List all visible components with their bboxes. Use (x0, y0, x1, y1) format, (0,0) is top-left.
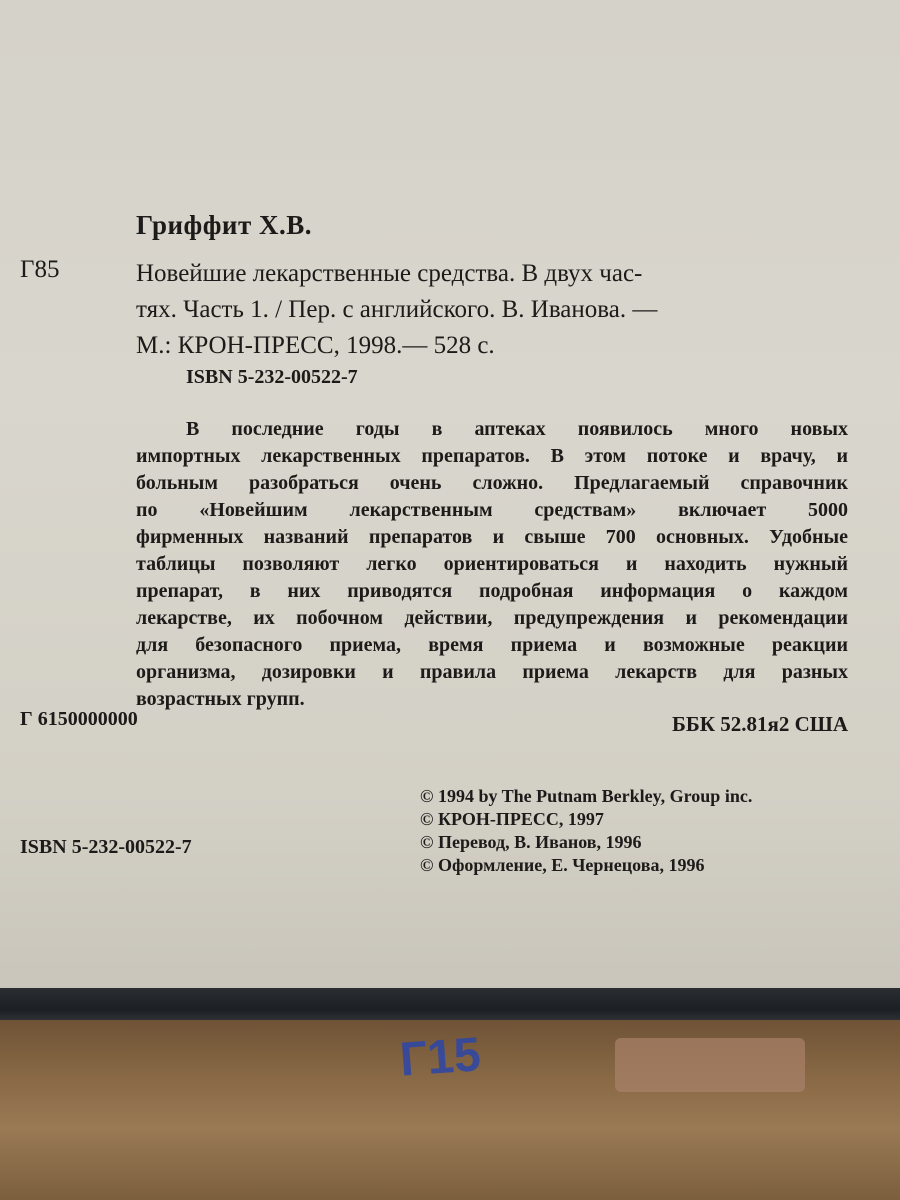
book-cover-edge (0, 988, 900, 1024)
catalog-code: Г85 (20, 256, 60, 283)
title-line: тях. Часть 1. / Пер. с английского. В. Иванова. — (136, 296, 658, 323)
copyright-line: © Перевод, В. Иванов, 1996 (420, 832, 642, 852)
copyright-line: © Оформление, Е. Чернецова, 1996 (420, 855, 705, 875)
annotation-line: больным разобраться очень сложно. Предлагаемый справочник (136, 472, 848, 494)
annotation-line: возрастных групп. (136, 688, 305, 710)
annotation-line: для безопасного приема, время приема и возможные реакции (136, 634, 848, 656)
annotation-line: лекарстве, их побочном действии, предупреждения и рекомендации (136, 607, 848, 629)
g-code: Г 6150000000 (20, 708, 138, 730)
title-line: Новейшие лекарственные средства. В двух час- (136, 260, 643, 287)
isbn: ISBN 5-232-00522-7 (186, 366, 358, 388)
annotation-line: препарат, в них приводятся подробная информация о каждом (136, 580, 848, 602)
sticker-label (615, 1038, 805, 1092)
title-line: М.: КРОН-ПРЕСС, 1998.— 528 с. (136, 332, 495, 359)
annotation-line: импортных лекарственных препаратов. В этом потоке и врачу, и (136, 445, 848, 467)
copyright-line: © 1994 by The Putnam Berkley, Group inc. (420, 786, 753, 806)
annotation-line: таблицы позволяют легко ориентироваться и находить нужный (136, 553, 848, 575)
author: Гриффит Х.В. (136, 210, 312, 240)
annotation-line: фирменных названий препаратов и свыше 700 основных. Удобные (136, 526, 848, 548)
bbk-code: ББК 52.81я2 США (672, 712, 848, 736)
annotation (136, 416, 848, 713)
title-block (136, 256, 856, 364)
ink-stamp: Г15 (398, 1028, 483, 1087)
annotation-line: организма, дозировки и правила приема лекарств для разных (136, 661, 848, 683)
copyright-block (420, 785, 752, 877)
annotation-line: В последние годы в аптеках появилось много новых (186, 418, 848, 440)
copyright-line: © КРОН-ПРЕСС, 1997 (420, 809, 604, 829)
annotation-line: по «Новейшим лекарственным средствам» включает 5000 (136, 499, 848, 521)
isbn-bottom: ISBN 5-232-00522-7 (20, 836, 192, 858)
